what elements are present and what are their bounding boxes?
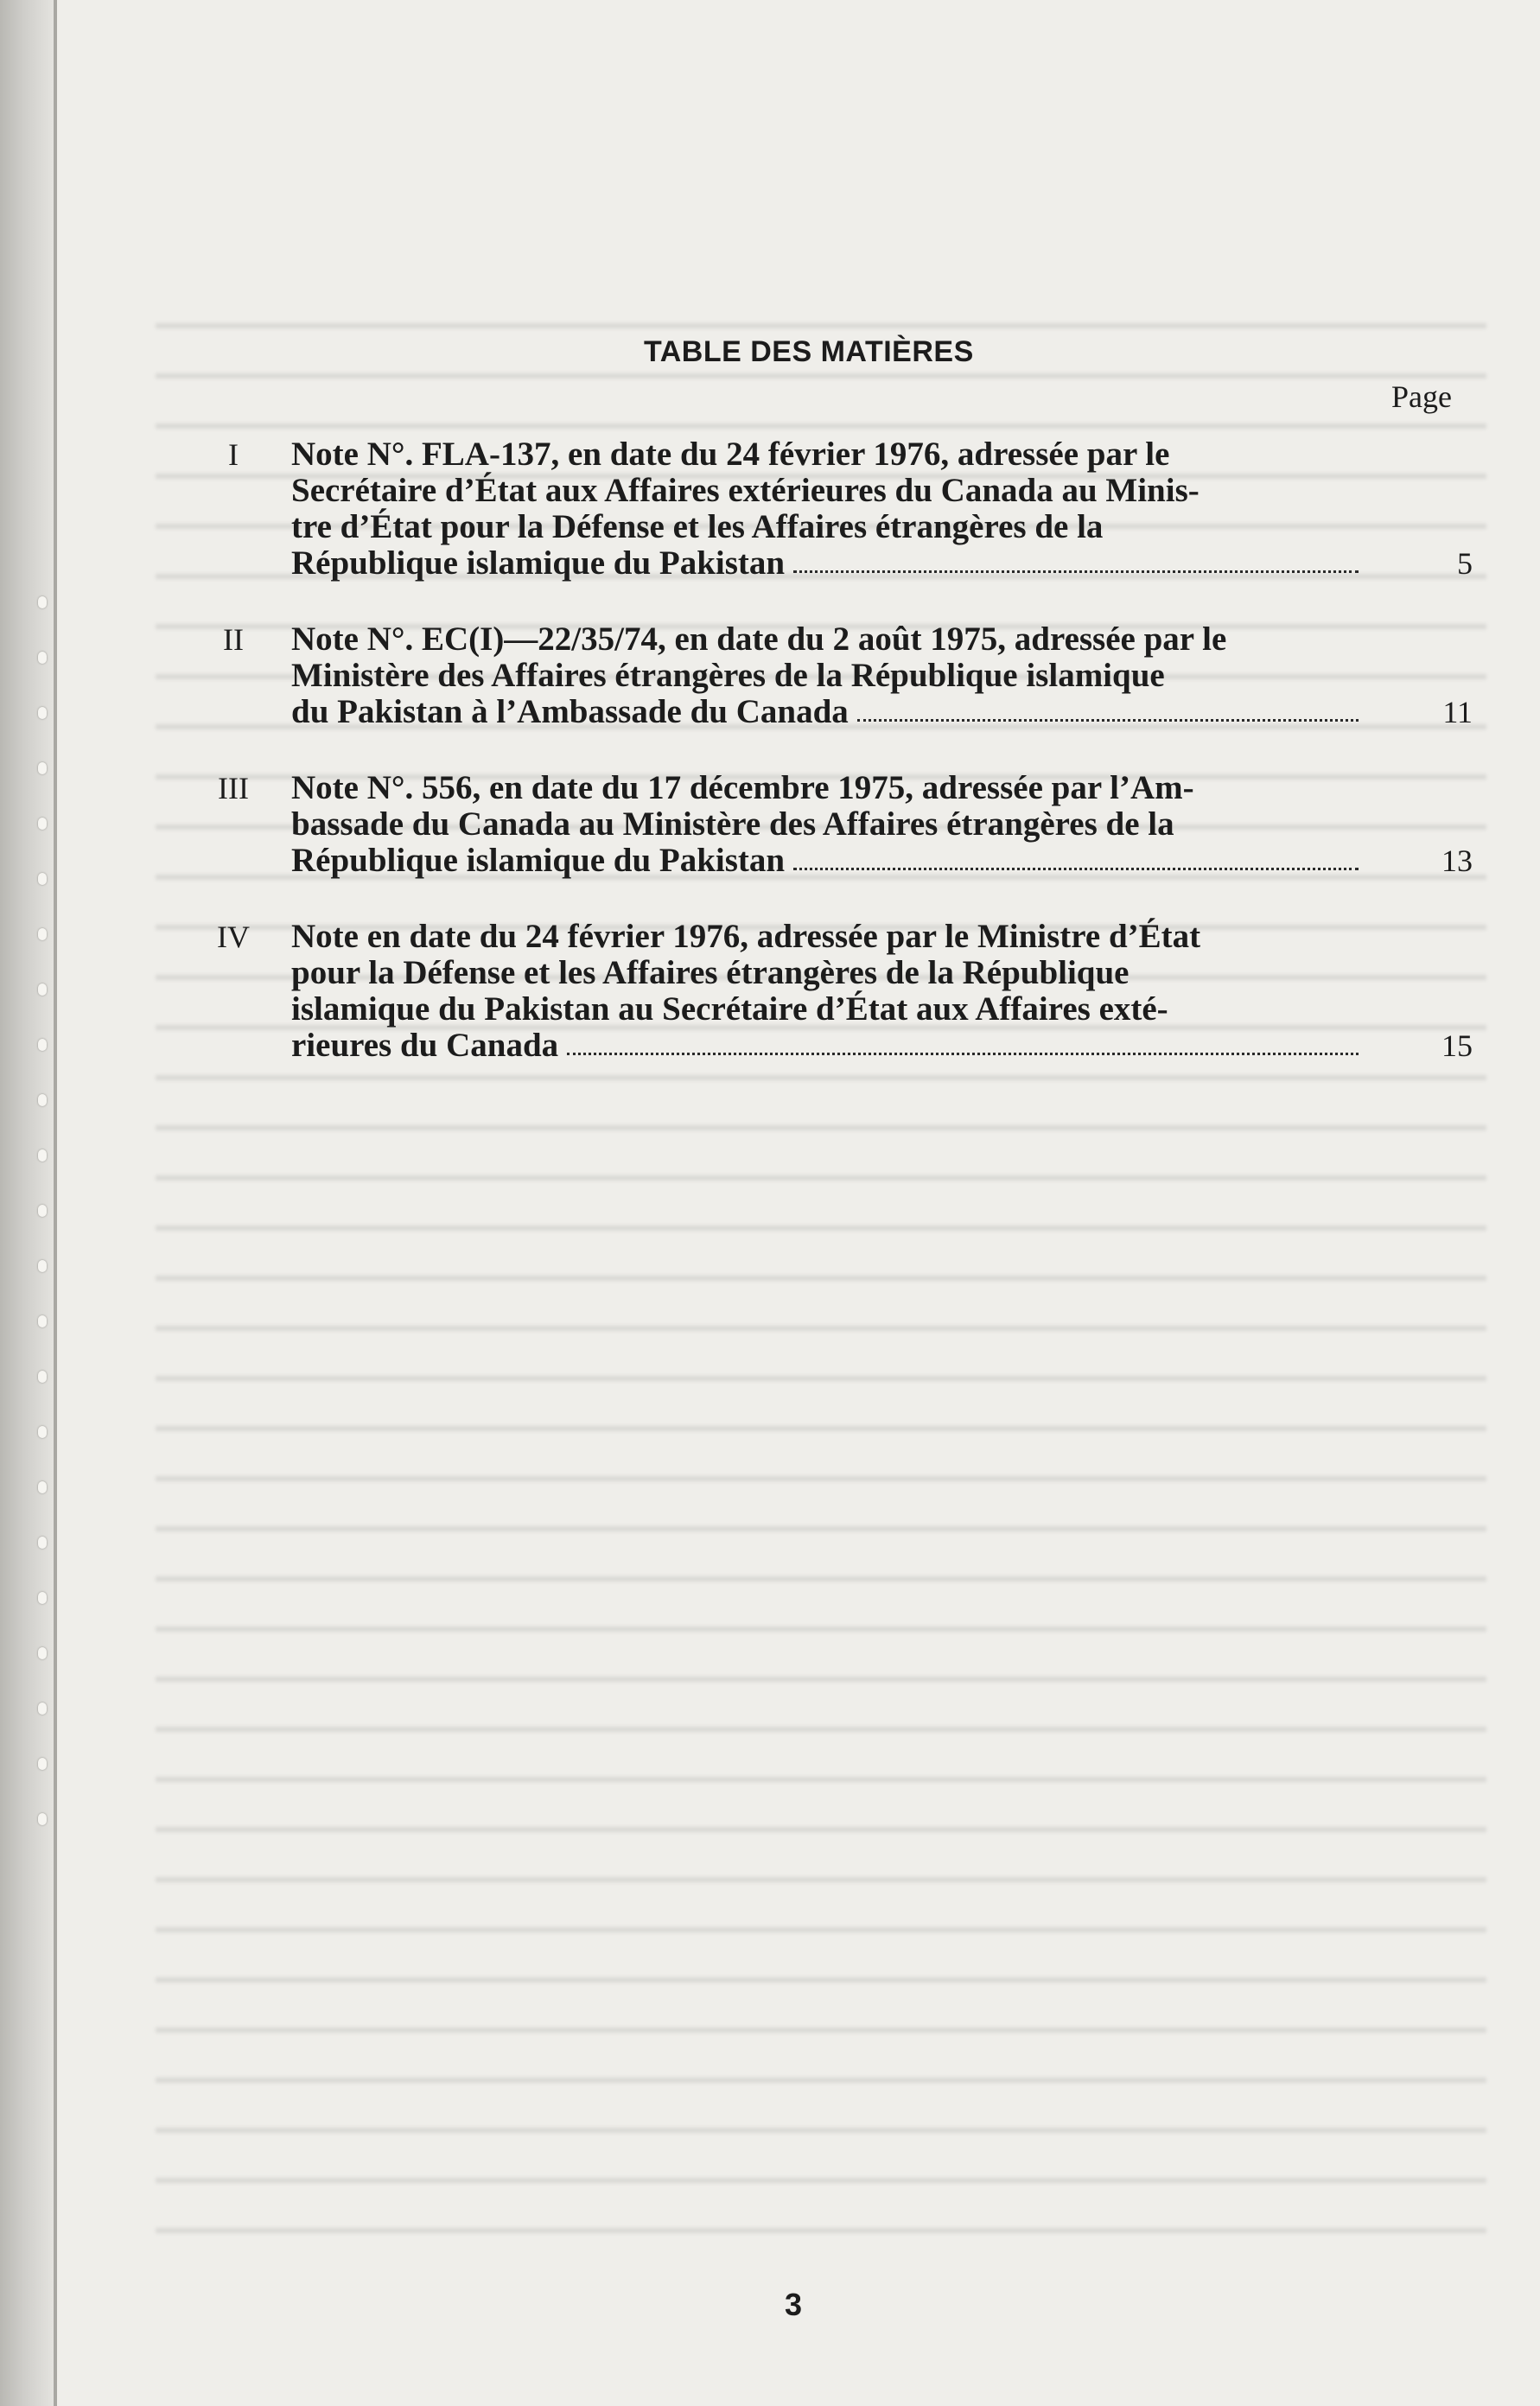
stitch xyxy=(38,1315,47,1327)
page-number: 3 xyxy=(785,2287,803,2322)
stitch xyxy=(38,1371,47,1383)
entry-last-line xyxy=(291,694,1367,730)
entry-line: du Pakistan à l’Ambassade du Canada xyxy=(291,693,849,730)
entry-number: IV xyxy=(217,920,250,954)
book-binding xyxy=(0,0,54,2406)
page-title: TABLE DES MATIÈRES xyxy=(644,335,974,368)
entry-text xyxy=(291,770,1367,843)
dot-leader xyxy=(793,570,1359,573)
stitch xyxy=(38,1813,47,1825)
stitch xyxy=(38,1592,47,1604)
entry-text xyxy=(291,919,1367,1028)
stitch xyxy=(38,1260,47,1272)
entry-line: rieures du Canada xyxy=(291,1027,559,1064)
dot-leader xyxy=(857,719,1359,722)
entry-page-number: 5 xyxy=(1457,546,1473,581)
entry-number: I xyxy=(228,437,239,472)
stitch xyxy=(38,1758,47,1770)
entry-page-number: 11 xyxy=(1442,695,1473,729)
stitch xyxy=(38,1149,47,1162)
entry-last-line xyxy=(291,1028,1367,1064)
entry-line: Note N°. 556, en date du 17 décembre 1975, adressée par l’Am- xyxy=(291,769,1194,806)
entry-last-line xyxy=(291,545,1367,582)
stitch xyxy=(38,1647,47,1659)
entry-line: Ministère des Affaires étrangères de la République islamique xyxy=(291,657,1165,694)
entry-line: Note N°. FLA-137, en date du 24 février 1976, adressée par le xyxy=(291,436,1170,473)
stitch xyxy=(38,1426,47,1438)
dot-leader xyxy=(793,868,1359,870)
entry-line: République islamique du Pakistan xyxy=(291,842,786,879)
entry-line: Note N°. EC(I)—22/35/74, en date du 2 août 1975, adressée par le xyxy=(291,621,1227,658)
entry-last-line xyxy=(291,843,1367,879)
entry-line: bassade du Canada au Ministère des Affaires étrangères de la xyxy=(291,805,1174,843)
toc-entry-3 xyxy=(0,770,1540,879)
entry-line: République islamique du Pakistan xyxy=(291,544,786,582)
entry-text xyxy=(291,621,1367,694)
stitch xyxy=(38,1703,47,1715)
table-of-contents xyxy=(0,436,1540,1104)
entry-line: pour la Défense et les Affaires étrangères de la République xyxy=(291,954,1130,991)
entry-line: Secrétaire d’État aux Affaires extérieures du Canada au Minis- xyxy=(291,472,1200,509)
toc-entry-1 xyxy=(0,436,1540,582)
stitch xyxy=(38,1481,47,1493)
page-column-header: Page xyxy=(1391,379,1452,414)
entry-page-number: 13 xyxy=(1441,843,1473,878)
dot-leader xyxy=(567,1053,1359,1055)
entry-number: II xyxy=(223,622,244,657)
entry-line: Note en date du 24 février 1976, adressée par le Ministre d’État xyxy=(291,918,1201,955)
stitch xyxy=(38,1537,47,1549)
entry-number: III xyxy=(218,771,249,805)
toc-entry-4 xyxy=(0,919,1540,1064)
toc-entry-2 xyxy=(0,621,1540,730)
entry-page-number: 15 xyxy=(1441,1028,1473,1063)
stitch xyxy=(38,1205,47,1217)
binding-edge xyxy=(54,0,57,2406)
entry-text xyxy=(291,436,1367,545)
entry-line: tre d’État pour la Défense et les Affaires étrangères de la xyxy=(291,508,1104,545)
entry-line: islamique du Pakistan au Secrétaire d’État aux Affaires exté- xyxy=(291,990,1168,1028)
